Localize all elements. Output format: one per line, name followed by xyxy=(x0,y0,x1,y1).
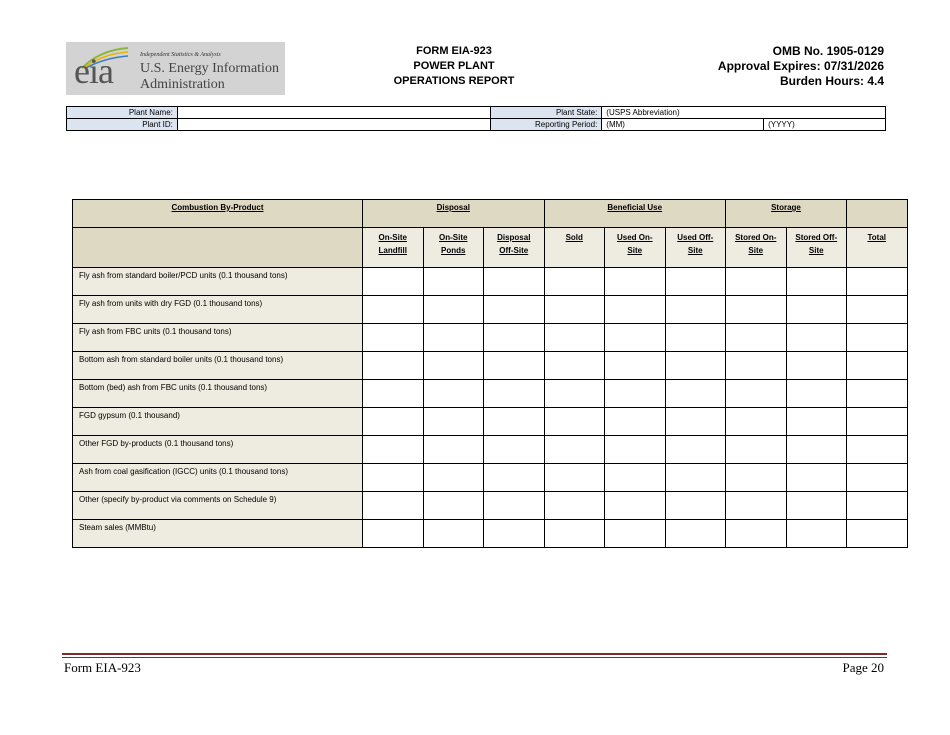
column-header-line: Site xyxy=(687,246,703,255)
table-row xyxy=(73,296,908,324)
data-entry-cell[interactable] xyxy=(423,352,484,380)
header-blank xyxy=(73,228,363,268)
data-entry-cell[interactable] xyxy=(665,380,726,408)
column-header xyxy=(484,228,545,268)
column-header-line: Landfill xyxy=(378,246,407,255)
header-combustion-by-product: Combustion By-Product xyxy=(73,200,363,228)
data-entry-cell[interactable] xyxy=(786,380,847,408)
data-entry-cell[interactable] xyxy=(847,380,908,408)
header-group: Storage xyxy=(726,200,847,228)
data-entry-cell[interactable] xyxy=(847,408,908,436)
column-header xyxy=(605,228,666,268)
column-header xyxy=(786,228,847,268)
column-header-line: Site xyxy=(808,246,824,255)
data-entry-cell[interactable] xyxy=(363,268,424,296)
data-entry-cell[interactable] xyxy=(665,520,726,548)
data-entry-cell[interactable] xyxy=(544,296,605,324)
by-product-table xyxy=(72,199,908,548)
column-header xyxy=(726,228,787,268)
reporting-year-field[interactable]: (YYYY) xyxy=(764,119,886,131)
data-entry-cell[interactable] xyxy=(544,324,605,352)
data-entry-cell[interactable] xyxy=(423,268,484,296)
data-entry-cell[interactable] xyxy=(423,436,484,464)
data-entry-cell[interactable] xyxy=(786,492,847,520)
data-entry-cell[interactable] xyxy=(786,520,847,548)
logo-tagline: Independent Statistics & Analysis xyxy=(140,52,221,58)
row-label: Bottom (bed) ash from FBC units (0.1 thousand tons) xyxy=(73,380,363,408)
data-entry-cell[interactable] xyxy=(605,436,666,464)
data-entry-cell[interactable] xyxy=(726,352,787,380)
data-entry-cell[interactable] xyxy=(605,268,666,296)
plant-name-label: Plant Name: xyxy=(67,107,178,119)
data-entry-cell[interactable] xyxy=(726,436,787,464)
data-entry-cell[interactable] xyxy=(423,380,484,408)
data-entry-cell[interactable] xyxy=(847,520,908,548)
column-header-line: Ponds xyxy=(441,246,466,255)
data-entry-cell[interactable] xyxy=(423,492,484,520)
data-entry-cell[interactable] xyxy=(786,296,847,324)
table-row xyxy=(73,352,908,380)
column-header xyxy=(665,228,726,268)
plant-name-field[interactable] xyxy=(177,107,491,119)
data-entry-cell[interactable] xyxy=(665,492,726,520)
row-label: Steam sales (MMBtu) xyxy=(73,520,363,548)
form-title-line: POWER PLANT xyxy=(413,60,495,72)
column-header-line: Used Off- xyxy=(677,233,714,242)
data-entry-cell[interactable] xyxy=(726,464,787,492)
row-label: Other FGD by-products (0.1 thousand tons) xyxy=(73,436,363,464)
row-label: Fly ash from FBC units (0.1 thousand tons) xyxy=(73,324,363,352)
row-label: FGD gypsum (0.1 thousand) xyxy=(73,408,363,436)
data-entry-cell[interactable] xyxy=(605,380,666,408)
footer-rule xyxy=(62,657,887,658)
column-header-line: Used On- xyxy=(616,233,653,242)
form-title xyxy=(380,44,528,89)
data-entry-cell[interactable] xyxy=(726,520,787,548)
logo-line2: Administration xyxy=(140,77,225,92)
plant-id-label: Plant ID: xyxy=(67,119,178,131)
table-row xyxy=(73,492,908,520)
data-entry-cell[interactable] xyxy=(665,408,726,436)
footer-page-number: Page 20 xyxy=(842,660,884,675)
data-entry-cell[interactable] xyxy=(605,520,666,548)
data-entry-cell[interactable] xyxy=(544,464,605,492)
data-entry-cell[interactable] xyxy=(484,380,545,408)
data-entry-cell[interactable] xyxy=(423,520,484,548)
data-entry-cell[interactable] xyxy=(847,324,908,352)
table-row xyxy=(73,408,908,436)
data-entry-cell[interactable] xyxy=(423,324,484,352)
data-entry-cell[interactable] xyxy=(847,492,908,520)
data-entry-cell[interactable] xyxy=(726,380,787,408)
data-entry-cell[interactable] xyxy=(786,464,847,492)
plant-id-field[interactable] xyxy=(177,119,491,131)
omb-number: OMB No. 1905-0129 xyxy=(772,44,884,58)
data-entry-cell[interactable] xyxy=(786,268,847,296)
column-header xyxy=(423,228,484,268)
data-entry-cell[interactable] xyxy=(363,436,424,464)
column-header xyxy=(544,228,605,268)
plant-state-label: Plant State: xyxy=(491,107,602,119)
data-entry-cell[interactable] xyxy=(665,352,726,380)
column-header-line: Stored On- xyxy=(735,233,777,242)
table-row xyxy=(73,436,908,464)
table-row xyxy=(73,268,908,296)
approval-expires: Approval Expires: 07/31/2026 xyxy=(717,59,884,73)
data-entry-cell[interactable] xyxy=(665,268,726,296)
data-entry-cell[interactable] xyxy=(363,380,424,408)
data-entry-cell[interactable] xyxy=(363,464,424,492)
data-entry-cell[interactable] xyxy=(484,268,545,296)
burden-hours: Burden Hours: 4.4 xyxy=(779,74,884,88)
data-entry-cell[interactable] xyxy=(544,268,605,296)
logo-mark: eia xyxy=(74,51,113,91)
data-entry-cell[interactable] xyxy=(484,520,545,548)
row-label: Fly ash from standard boiler/PCD units (0.1 thousand tons) xyxy=(73,268,363,296)
column-header-line: Site xyxy=(627,246,643,255)
column-header-line: Site xyxy=(748,246,764,255)
column-header xyxy=(847,228,908,268)
data-entry-cell[interactable] xyxy=(726,324,787,352)
omb-info xyxy=(718,44,884,89)
data-entry-cell[interactable] xyxy=(544,380,605,408)
data-entry-cell[interactable] xyxy=(423,408,484,436)
data-entry-cell[interactable] xyxy=(544,520,605,548)
header-group: Beneficial Use xyxy=(544,200,726,228)
reporting-month-field[interactable]: (MM) xyxy=(602,119,764,131)
data-entry-cell[interactable] xyxy=(363,296,424,324)
data-entry-cell[interactable] xyxy=(423,296,484,324)
data-entry-cell[interactable] xyxy=(484,492,545,520)
table-row xyxy=(73,324,908,352)
data-entry-cell[interactable] xyxy=(484,436,545,464)
data-entry-cell[interactable] xyxy=(786,352,847,380)
header-group: Disposal xyxy=(363,200,545,228)
logo-line1: U.S. Energy Information xyxy=(140,61,279,76)
data-entry-cell[interactable] xyxy=(786,408,847,436)
data-entry-cell[interactable] xyxy=(605,492,666,520)
footer-rule xyxy=(62,653,887,655)
data-entry-cell[interactable] xyxy=(363,520,424,548)
row-label: Other (specify by-product via comments on Schedule 9) xyxy=(73,492,363,520)
data-entry-cell[interactable] xyxy=(423,464,484,492)
header-total-group xyxy=(847,200,908,228)
data-entry-cell[interactable] xyxy=(544,492,605,520)
footer-form-name: Form EIA-923 xyxy=(64,660,141,675)
data-entry-cell[interactable] xyxy=(605,296,666,324)
row-label: Fly ash from units with dry FGD (0.1 thousand tons) xyxy=(73,296,363,324)
column-header-line: Total xyxy=(867,233,886,242)
column-header xyxy=(363,228,424,268)
data-entry-cell[interactable] xyxy=(544,436,605,464)
eia-logo xyxy=(66,42,285,95)
data-entry-cell[interactable] xyxy=(665,436,726,464)
data-entry-cell[interactable] xyxy=(847,464,908,492)
reporting-period-label: Reporting Period: xyxy=(491,119,602,131)
row-label: Ash from coal gasification (IGCC) units (0.1 thousand tons) xyxy=(73,464,363,492)
data-entry-cell[interactable] xyxy=(726,268,787,296)
data-entry-cell[interactable] xyxy=(665,296,726,324)
data-entry-cell[interactable] xyxy=(605,324,666,352)
data-entry-cell[interactable] xyxy=(484,324,545,352)
data-entry-cell[interactable] xyxy=(665,464,726,492)
data-entry-cell[interactable] xyxy=(484,408,545,436)
data-entry-cell[interactable] xyxy=(726,408,787,436)
column-header-line: Off-Site xyxy=(499,246,529,255)
data-entry-cell[interactable] xyxy=(484,352,545,380)
data-entry-cell[interactable] xyxy=(363,324,424,352)
data-entry-cell[interactable] xyxy=(665,324,726,352)
data-entry-cell[interactable] xyxy=(605,464,666,492)
column-header-line: On-Site xyxy=(439,233,468,242)
table-row xyxy=(73,520,908,548)
column-header-line: Sold xyxy=(565,233,583,242)
plant-state-field[interactable]: (USPS Abbreviation) xyxy=(602,107,886,119)
data-entry-cell[interactable] xyxy=(544,352,605,380)
data-entry-cell[interactable] xyxy=(847,352,908,380)
form-title-line: FORM EIA-923 xyxy=(416,45,492,57)
data-entry-cell[interactable] xyxy=(786,436,847,464)
data-entry-cell[interactable] xyxy=(786,324,847,352)
data-entry-cell[interactable] xyxy=(544,408,605,436)
data-entry-cell[interactable] xyxy=(726,296,787,324)
row-label: Bottom ash from standard boiler units (0.1 thousand tons) xyxy=(73,352,363,380)
table-row xyxy=(73,464,908,492)
data-entry-cell[interactable] xyxy=(605,408,666,436)
column-header-line: Disposal xyxy=(497,233,531,242)
data-entry-cell[interactable] xyxy=(847,296,908,324)
data-entry-cell[interactable] xyxy=(363,408,424,436)
data-entry-cell[interactable] xyxy=(726,492,787,520)
data-entry-cell[interactable] xyxy=(847,436,908,464)
column-header-line: On-Site xyxy=(378,233,407,242)
data-entry-cell[interactable] xyxy=(484,296,545,324)
column-header-line: Stored Off- xyxy=(795,233,838,242)
data-entry-cell[interactable] xyxy=(605,352,666,380)
data-entry-cell[interactable] xyxy=(363,352,424,380)
data-entry-cell[interactable] xyxy=(847,268,908,296)
table-row xyxy=(73,380,908,408)
form-title-line: OPERATIONS REPORT xyxy=(393,75,515,87)
identification-table xyxy=(66,106,886,131)
data-entry-cell[interactable] xyxy=(484,464,545,492)
data-entry-cell[interactable] xyxy=(363,492,424,520)
